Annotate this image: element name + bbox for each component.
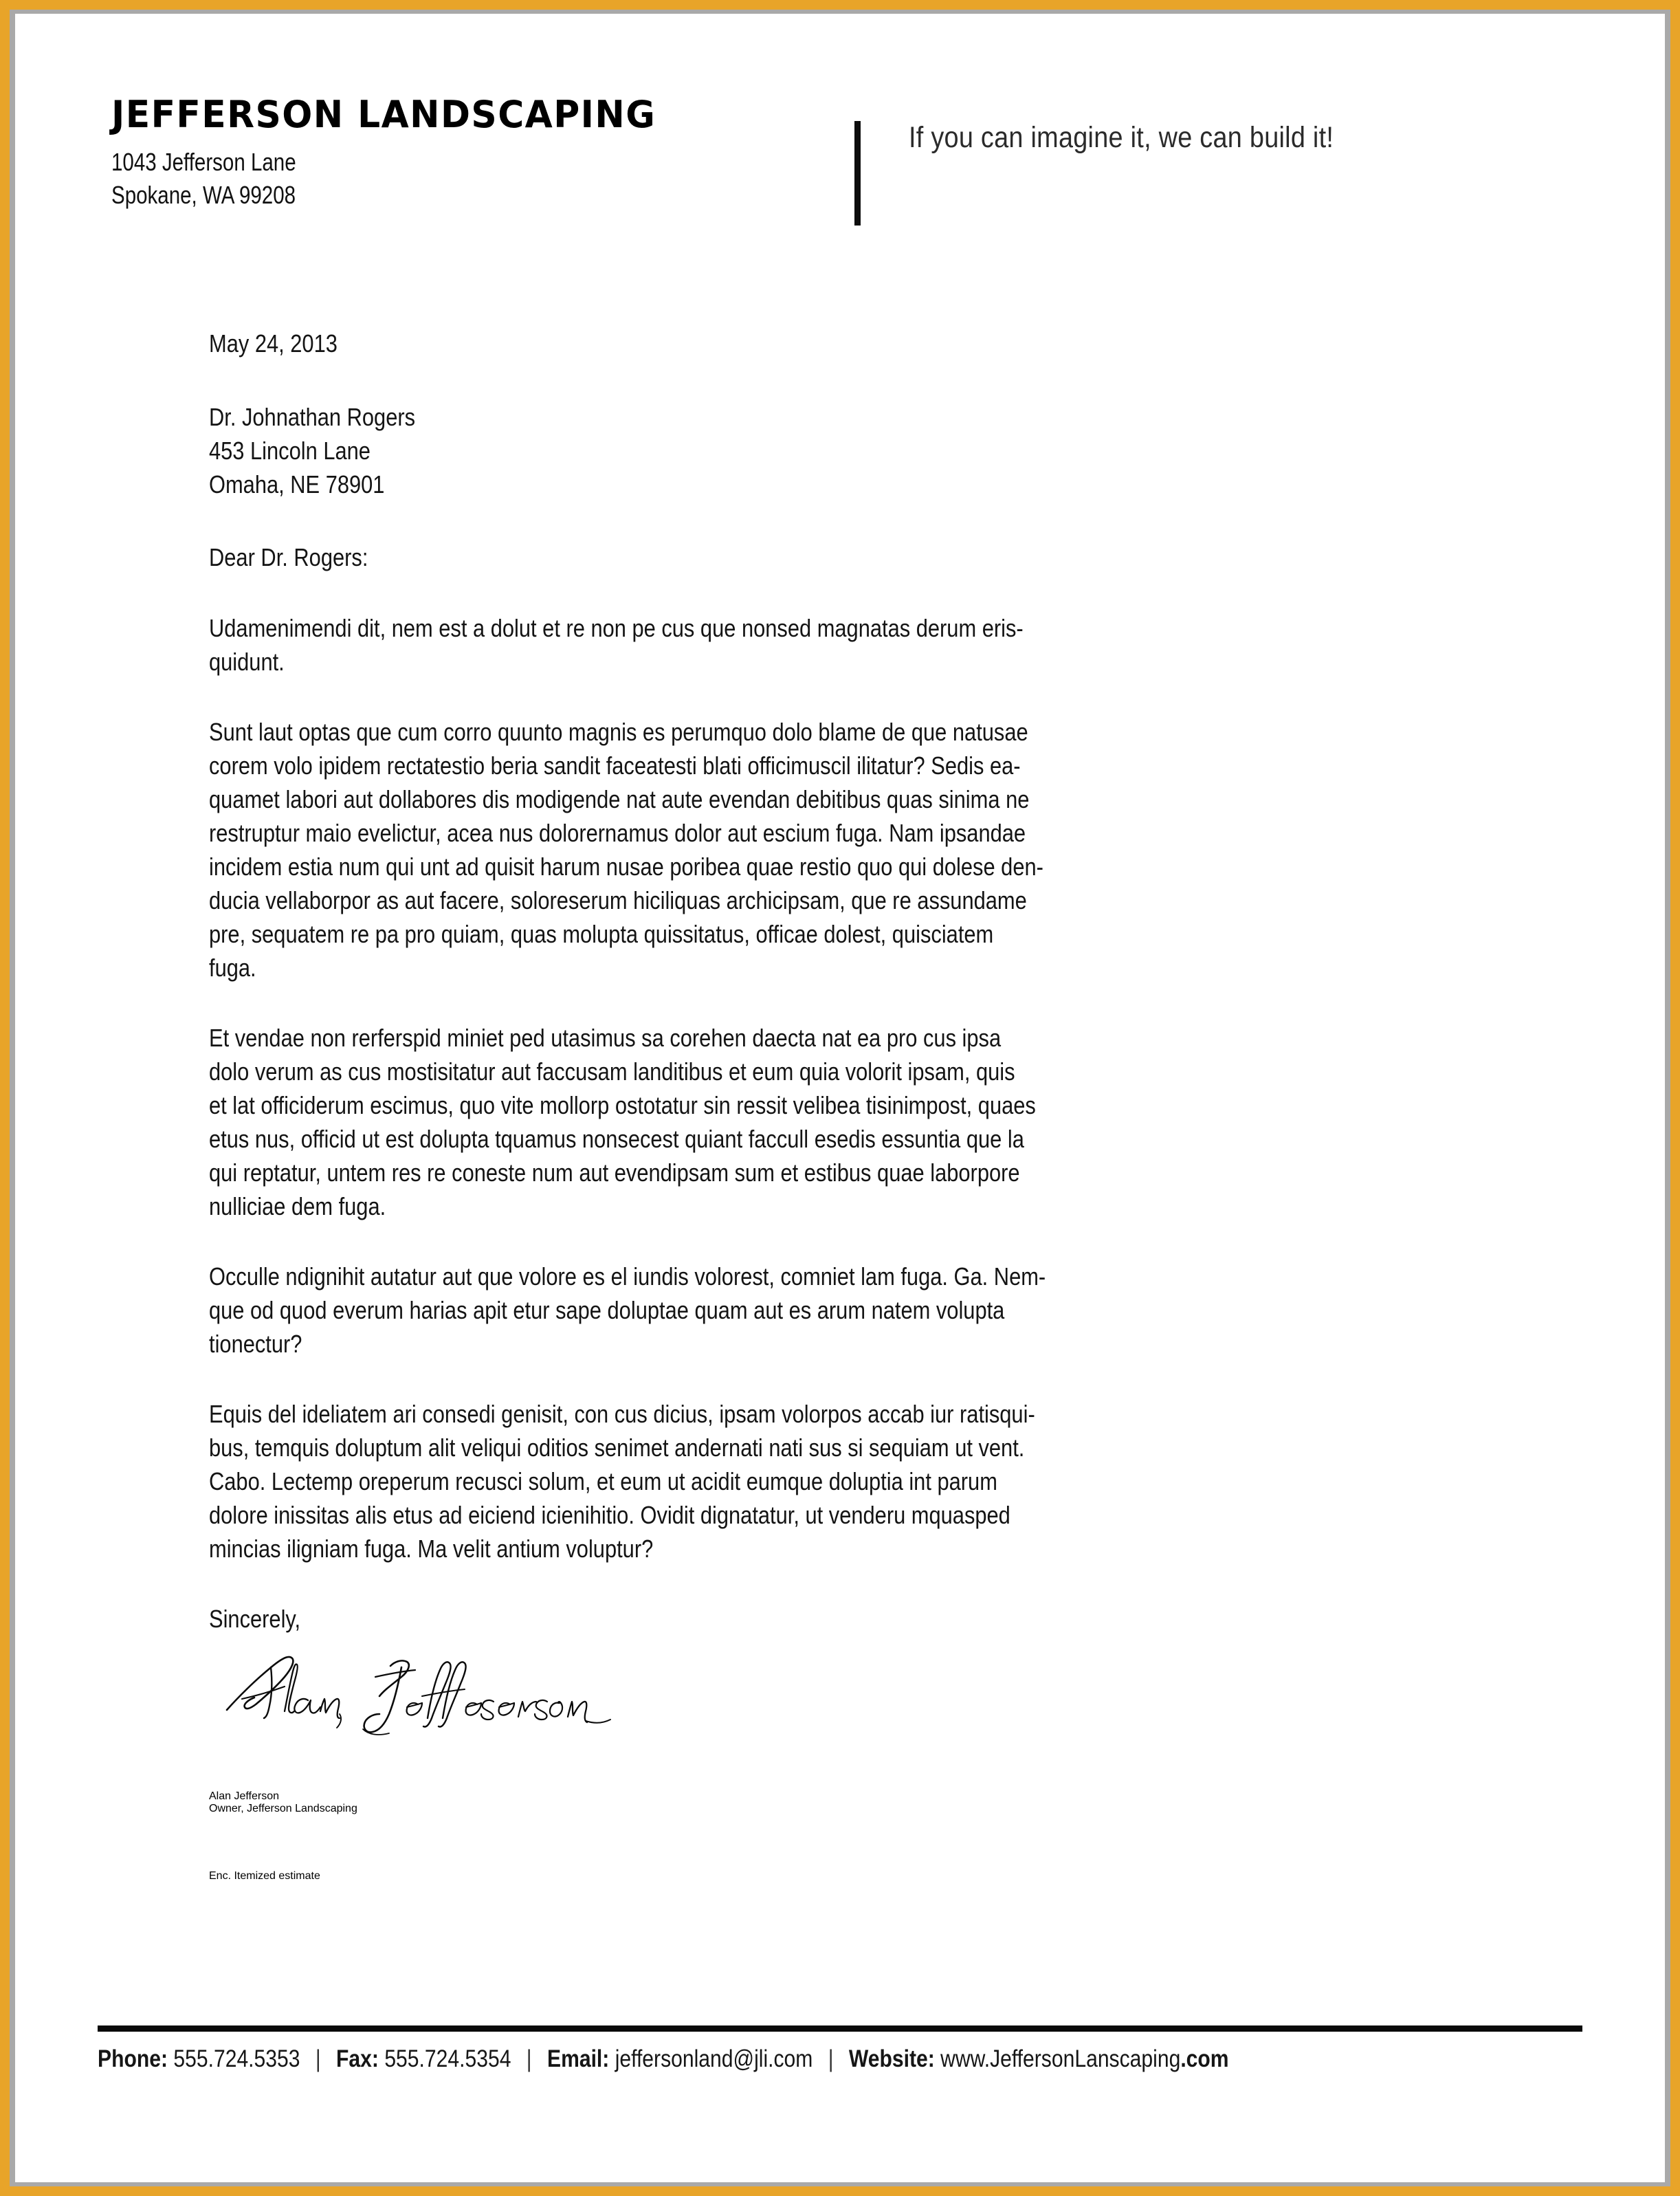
signer-title: Owner, Jefferson Landscaping <box>209 1803 357 1814</box>
body-paragraph: Et vendae non rerferspid miniet ped utasimus sa corehen daecta nat ea pro cus ipsa dolo verum as cus mostisitatur aut faccusam landitibus et eum quia volorit ipsam, quis et lat officiderum escimus, quo vite mollorp ostotatur sin ressit velibea tisinimpost, quaes etus nus, officid ut est dolupta tquamus nonsecest quiant faccull esedis essuntia que la qui reptatur, untem res re coneste num aut evendipsam sum et estibus quae laborpore nulliciae dem fuga. <box>209 1024 1036 1220</box>
signer-block <box>209 1790 1240 1815</box>
body-paragraph: Udamenimendi dit, nem est a dolut et re non pe cus que nonsed magnatas derum eris- quidunt. <box>209 614 1024 676</box>
fax-label: Fax: <box>336 2045 379 2072</box>
footer-separator: | <box>315 2045 321 2072</box>
footer-contact-bar <box>98 2045 1434 2073</box>
body-paragraph: Occulle ndignihit autatur aut que volore es el iundis volorest, comniet lam fuga. Ga. Nem- que od quod everum harias apit etur sape doluptae quam aut es arum natem volupta tionectur? <box>209 1262 1046 1358</box>
enclosure-block <box>209 1870 1240 1882</box>
letter-date: May 24, 2013 <box>209 329 338 358</box>
footer-separator: | <box>828 2045 834 2072</box>
letterhead <box>111 93 1596 241</box>
paragraph-block-2 <box>209 715 1460 985</box>
company-address-line-2: Spokane, WA 99208 <box>111 180 296 209</box>
email-label: Email: <box>546 2045 610 2072</box>
letter-date-block <box>209 327 1460 360</box>
body-paragraph: Equis del ideliatem ari consedi genisit, con cus dicius, ipsam volorpos accab iur ratisqui- bus, temquis doluptum alit veliqui oditios senimet andernati nati sus si sequiam ut vent. Cabo. Lectemp oreperum recusci solum, et eum ut acidit eumque doluptia int parum dolore inissitas alis etus ad eiciend icienihitio. Ovidit dignatatur, ut venderu mquasped mincias iligniam fuga. Ma velit antium voluptur? <box>209 1400 1035 1563</box>
phone-value: 555.724.5353 <box>173 2045 300 2072</box>
company-address-line-1: 1043 Jefferson Lane <box>111 148 296 176</box>
fax-value: 555.724.5354 <box>384 2045 511 2072</box>
closing-salutation: Sincerely, <box>209 1605 301 1633</box>
enclosure-note: Enc. Itemized estimate <box>209 1870 320 1882</box>
recipient-street: 453 Lincoln Lane <box>209 437 371 465</box>
recipient-name: Dr. Johnathan Rogers <box>209 403 416 431</box>
recipient-city: Omaha, NE 78901 <box>209 470 385 498</box>
company-name: JEFFERSON LANDSCAPING <box>111 93 656 136</box>
signer-name: Alan Jefferson <box>209 1790 279 1802</box>
phone-label: Phone: <box>98 2045 168 2072</box>
website-value[interactable]: www.JeffersonLanscaping <box>940 2045 1181 2072</box>
salutation-block <box>209 540 1460 574</box>
footer-separator: | <box>526 2045 532 2072</box>
paragraph-block-5 <box>209 1397 1460 1566</box>
salutation: Dear Dr. Rogers: <box>209 543 368 571</box>
paragraph-block-1 <box>209 611 1460 679</box>
website-label: Website: <box>848 2045 935 2072</box>
body-paragraph: Sunt laut optas que cum corro quunto magnis es perumquo dolo blame de que natusae corem volo ipidem rectatestio beria sandit faceatesti blati officimuscil ilitatur? Sedis ea- quamet labori aut dollabores dis modigende nat aute evendan debitibus quas sinima ne restruptur maio evelictur, acea nus dolorernamus dolor aut escium fuga. Nam ipsandae incidem estia num qui unt ad quisit harum nusae poribea quae restio quo qui dolese den- ducia vellaborpor as aut facere, soloreserum hiciliquas archicipsam, que re assundame pre, sequatem re pa pro quiam, quas molupta quissitatus, officae dolest, quisciatem fuga. <box>209 718 1043 982</box>
header-divider <box>854 121 861 226</box>
paragraph-block-3 <box>209 1021 1460 1223</box>
letter-body <box>209 327 1460 1636</box>
website-tld[interactable]: .com <box>1180 2045 1229 2072</box>
footer-divider-rule <box>98 2025 1582 2032</box>
signature-image <box>221 1647 634 1736</box>
company-tagline: If you can imagine it, we can build it! <box>909 121 1334 154</box>
recipient-address-block <box>209 400 1460 501</box>
letter-page <box>15 14 1665 2182</box>
email-value[interactable]: jeffersonland@jli.com <box>615 2045 813 2072</box>
paragraph-block-4 <box>209 1260 1460 1361</box>
closing-block <box>209 1602 1460 1636</box>
